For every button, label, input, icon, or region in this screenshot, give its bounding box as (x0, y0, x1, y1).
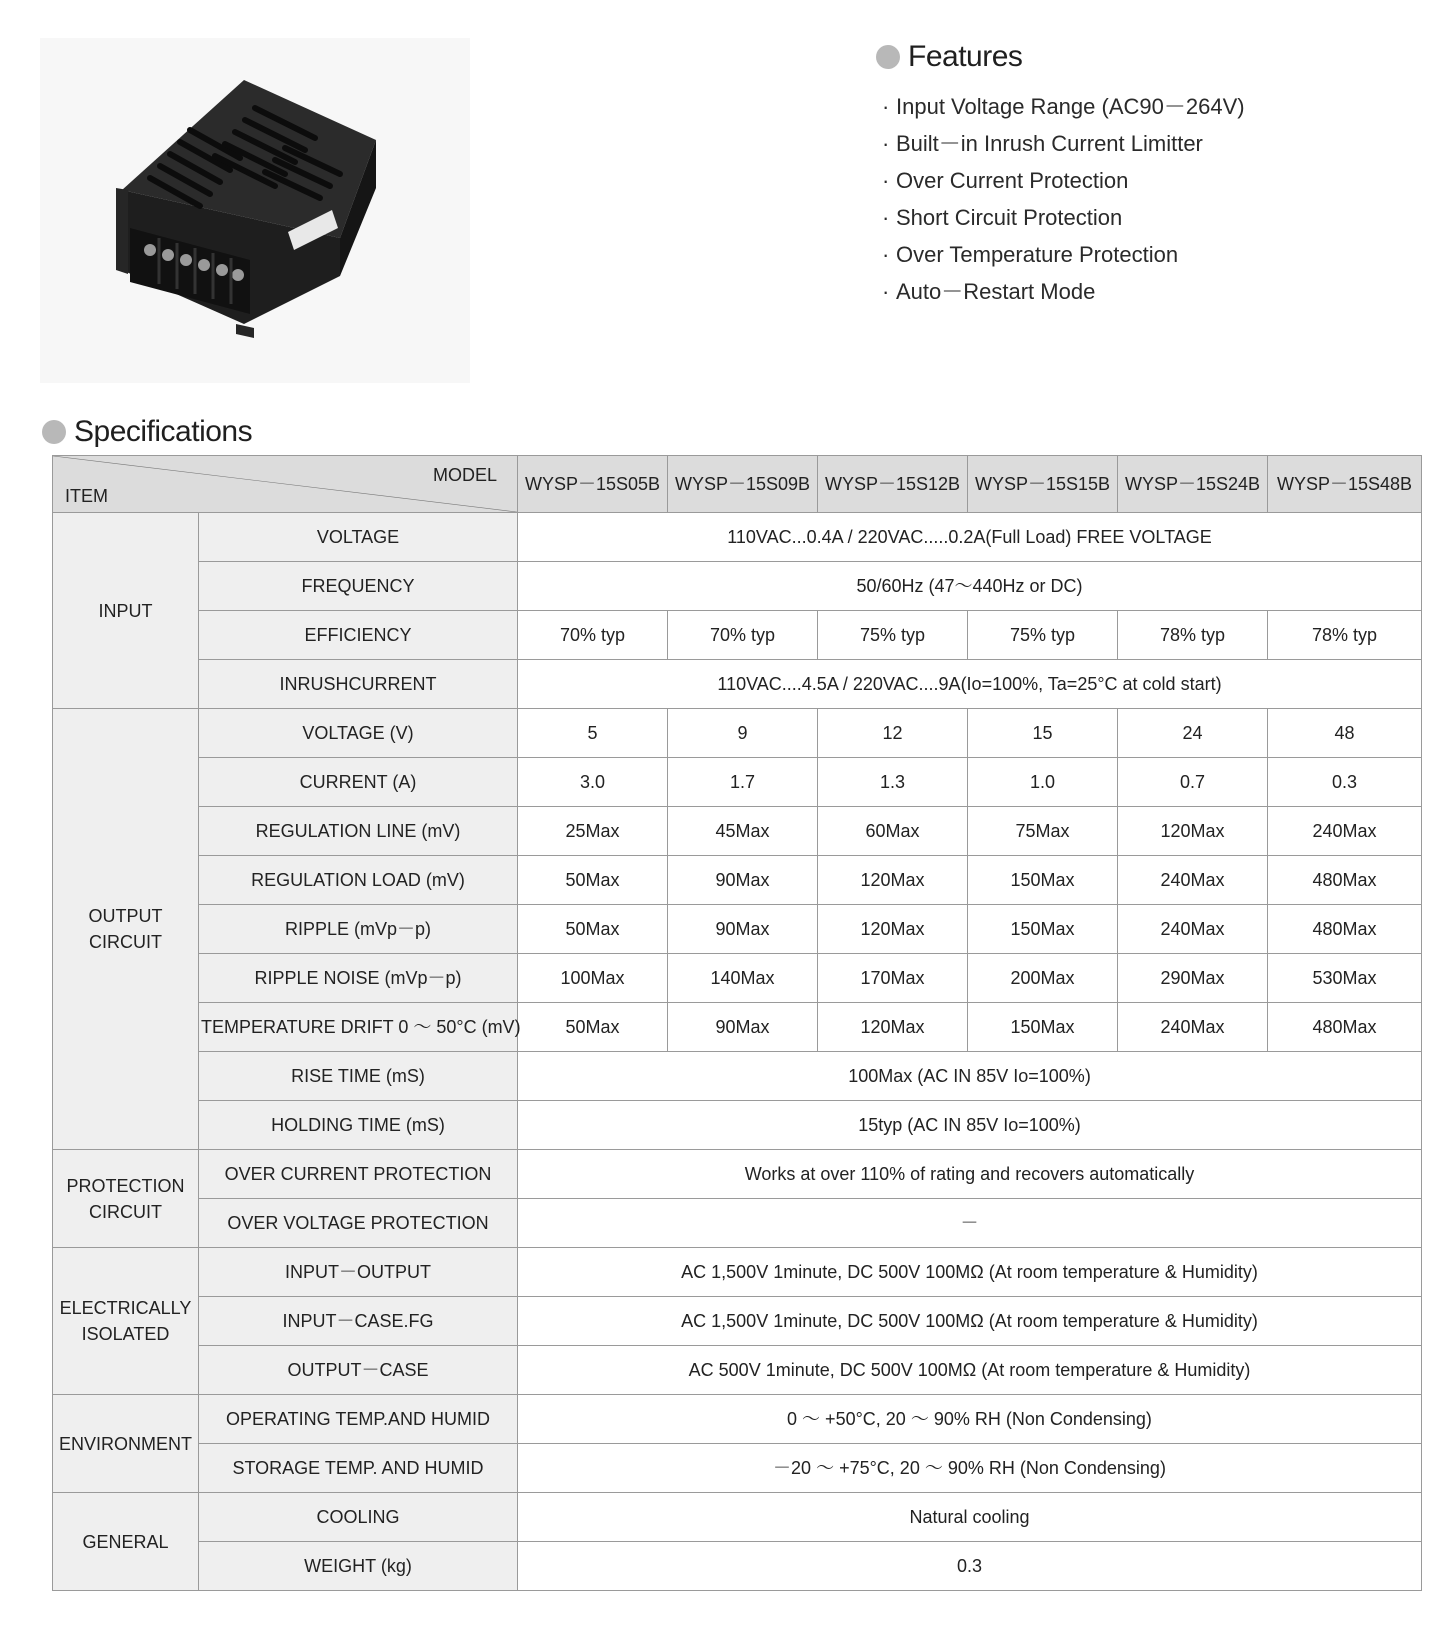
item-label-cell: HOLDING TIME (mS) (199, 1101, 518, 1150)
value-cell: 1.7 (668, 758, 818, 807)
item-label-cell: RIPPLE (mVp－p) (199, 905, 518, 954)
category-environment: ENVIRONMENT (53, 1395, 199, 1493)
value-cell: 70% typ (668, 611, 818, 660)
item-label-cell: STORAGE TEMP. AND HUMID (199, 1444, 518, 1493)
value-cell: 48 (1268, 709, 1422, 758)
table-row (53, 1444, 1422, 1493)
value-cell: 45Max (668, 807, 818, 856)
table-row (53, 905, 1422, 954)
model-header: WYSP－15S24B (1118, 456, 1268, 513)
item-label-cell: INPUT－OUTPUT (199, 1248, 518, 1297)
value-cell: 240Max (1118, 905, 1268, 954)
value-cell: 150Max (968, 856, 1118, 905)
table-row (53, 1346, 1422, 1395)
table-row (53, 1003, 1422, 1052)
value-cell: Works at over 110% of rating and recovers automatically (518, 1150, 1422, 1199)
category-general: GENERAL (53, 1493, 199, 1591)
feature-item: · Auto－Restart Mode (882, 273, 1416, 310)
value-cell: 60Max (818, 807, 968, 856)
value-cell: 0.3 (518, 1542, 1422, 1591)
table-row (53, 709, 1422, 758)
value-cell: 5 (518, 709, 668, 758)
table-row (53, 1101, 1422, 1150)
bullet-icon: · (882, 131, 890, 156)
bullet-icon: · (882, 168, 890, 193)
value-cell: 1.0 (968, 758, 1118, 807)
table-row (53, 660, 1422, 709)
power-supply-image (40, 38, 470, 383)
value-cell: 25Max (518, 807, 668, 856)
table-row (53, 758, 1422, 807)
item-label-cell: RIPPLE NOISE (mVp－p) (199, 954, 518, 1003)
feature-item: · Over Temperature Protection (882, 236, 1416, 273)
value-cell: 75Max (968, 807, 1118, 856)
value-cell: 1.3 (818, 758, 968, 807)
item-label-cell: RISE TIME (mS) (199, 1052, 518, 1101)
model-header: WYSP－15S09B (668, 456, 818, 513)
bullet-dot-icon (42, 420, 66, 444)
value-cell: 150Max (968, 1003, 1118, 1052)
value-cell: 120Max (818, 856, 968, 905)
value-cell: 50Max (518, 856, 668, 905)
item-label-cell: REGULATION LINE (mV) (199, 807, 518, 856)
item-label-cell: FREQUENCY (199, 562, 518, 611)
value-cell: 90Max (668, 1003, 818, 1052)
value-cell: AC 500V 1minute, DC 500V 100MΩ (At room temperature & Humidity) (518, 1346, 1422, 1395)
value-cell: AC 1,500V 1minute, DC 500V 100MΩ (At room temperature & Humidity) (518, 1248, 1422, 1297)
table-header-row (53, 456, 1422, 513)
value-cell: 12 (818, 709, 968, 758)
value-cell: 50Max (518, 905, 668, 954)
value-cell: 110VAC....4.5A / 220VAC....9A(Io=100%, Ta=25°C at cold start) (518, 660, 1422, 709)
value-cell: 240Max (1118, 1003, 1268, 1052)
value-cell: 170Max (818, 954, 968, 1003)
value-cell: 120Max (818, 1003, 968, 1052)
table-row (53, 807, 1422, 856)
bullet-icon: · (882, 242, 890, 267)
model-label: MODEL (432, 465, 497, 485)
value-cell: 240Max (1118, 856, 1268, 905)
item-label-cell: VOLTAGE (V) (199, 709, 518, 758)
value-cell: 240Max (1268, 807, 1422, 856)
features-heading (876, 40, 1416, 74)
item-label-cell: VOLTAGE (199, 513, 518, 562)
value-cell: 530Max (1268, 954, 1422, 1003)
value-cell: 0.7 (1118, 758, 1268, 807)
category-protection: PROTECTION CIRCUIT (53, 1150, 199, 1248)
item-label-cell: OVER CURRENT PROTECTION (199, 1150, 518, 1199)
value-cell: 480Max (1268, 856, 1422, 905)
value-cell: － (518, 1199, 1422, 1248)
value-cell: 140Max (668, 954, 818, 1003)
table-row (53, 1052, 1422, 1101)
feature-item: · Built－in Inrush Current Limitter (882, 125, 1416, 162)
value-cell: Natural cooling (518, 1493, 1422, 1542)
table-row (53, 1542, 1422, 1591)
bullet-dot-icon (876, 45, 900, 69)
model-header: WYSP－15S05B (518, 456, 668, 513)
value-cell: 0.3 (1268, 758, 1422, 807)
value-cell: 120Max (818, 905, 968, 954)
table-row (53, 513, 1422, 562)
value-cell: 150Max (968, 905, 1118, 954)
item-label-cell: OUTPUT－CASE (199, 1346, 518, 1395)
value-cell: 70% typ (518, 611, 668, 660)
value-cell: 90Max (668, 905, 818, 954)
table-row (53, 1395, 1422, 1444)
table-row (53, 562, 1422, 611)
table-row (53, 1493, 1422, 1542)
value-cell: 15 (968, 709, 1118, 758)
value-cell: －20 ～ +75°C, 20 ～ 90% RH (Non Condensing) (518, 1444, 1422, 1493)
item-label-cell: OPERATING TEMP.AND HUMID (199, 1395, 518, 1444)
bullet-icon: · (882, 205, 890, 230)
features-section (876, 40, 1416, 310)
item-label-cell: INPUT－CASE.FG (199, 1297, 518, 1346)
value-cell: 100Max (AC IN 85V Io=100%) (518, 1052, 1422, 1101)
value-cell: 9 (668, 709, 818, 758)
value-cell: 3.0 (518, 758, 668, 807)
table-row (53, 954, 1422, 1003)
value-cell: 110VAC...0.4A / 220VAC.....0.2A(Full Load) FREE VOLTAGE (518, 513, 1422, 562)
item-label-cell: WEIGHT (kg) (199, 1542, 518, 1591)
model-header: WYSP－15S15B (968, 456, 1118, 513)
model-header: WYSP－15S48B (1268, 456, 1422, 513)
table-row (53, 611, 1422, 660)
bullet-icon: · (882, 279, 890, 304)
item-label-cell: EFFICIENCY (199, 611, 518, 660)
item-label-cell: REGULATION LOAD (mV) (199, 856, 518, 905)
item-label-cell: OVER VOLTAGE PROTECTION (199, 1199, 518, 1248)
value-cell: 78% typ (1268, 611, 1422, 660)
value-cell: 24 (1118, 709, 1268, 758)
specifications-title: Specifications (74, 415, 253, 448)
table-row (53, 1248, 1422, 1297)
features-title: Features (908, 40, 1023, 73)
category-isolation: ELECTRICALLY ISOLATED (53, 1248, 199, 1395)
item-label-cell: CURRENT (A) (199, 758, 518, 807)
value-cell: 75% typ (968, 611, 1118, 660)
table-row (53, 1297, 1422, 1346)
value-cell: 200Max (968, 954, 1118, 1003)
features-list (876, 88, 1416, 310)
product-photo (40, 38, 470, 383)
value-cell: AC 1,500V 1minute, DC 500V 100MΩ (At room temperature & Humidity) (518, 1297, 1422, 1346)
feature-item: · Over Current Protection (882, 162, 1416, 199)
value-cell: 290Max (1118, 954, 1268, 1003)
category-input: INPUT (53, 513, 199, 709)
value-cell: 480Max (1268, 905, 1422, 954)
category-output: OUTPUT CIRCUIT (53, 709, 199, 1150)
feature-item: · Input Voltage Range (AC90－264V) (882, 88, 1416, 125)
header-corner-cell (53, 456, 518, 513)
value-cell: 90Max (668, 856, 818, 905)
value-cell: 0 ～ +50°C, 20 ～ 90% RH (Non Condensing) (518, 1395, 1422, 1444)
item-label: ITEM (65, 486, 108, 506)
item-label-cell: TEMPERATURE DRIFT 0 ～ 50°C (mV) (199, 1003, 518, 1052)
table-row (53, 856, 1422, 905)
value-cell: 15typ (AC IN 85V Io=100%) (518, 1101, 1422, 1150)
value-cell: 50/60Hz (47～440Hz or DC) (518, 562, 1422, 611)
item-label-cell: COOLING (199, 1493, 518, 1542)
feature-item: · Short Circuit Protection (882, 199, 1416, 236)
value-cell: 78% typ (1118, 611, 1268, 660)
value-cell: 50Max (518, 1003, 668, 1052)
specifications-heading (42, 415, 252, 449)
value-cell: 100Max (518, 954, 668, 1003)
model-header: WYSP－15S12B (818, 456, 968, 513)
item-label-cell: INRUSHCURRENT (199, 660, 518, 709)
bullet-icon: · (882, 94, 890, 119)
table-row (53, 1199, 1422, 1248)
value-cell: 120Max (1118, 807, 1268, 856)
value-cell: 75% typ (818, 611, 968, 660)
table-row (53, 1150, 1422, 1199)
value-cell: 480Max (1268, 1003, 1422, 1052)
specifications-table (52, 455, 1422, 1591)
